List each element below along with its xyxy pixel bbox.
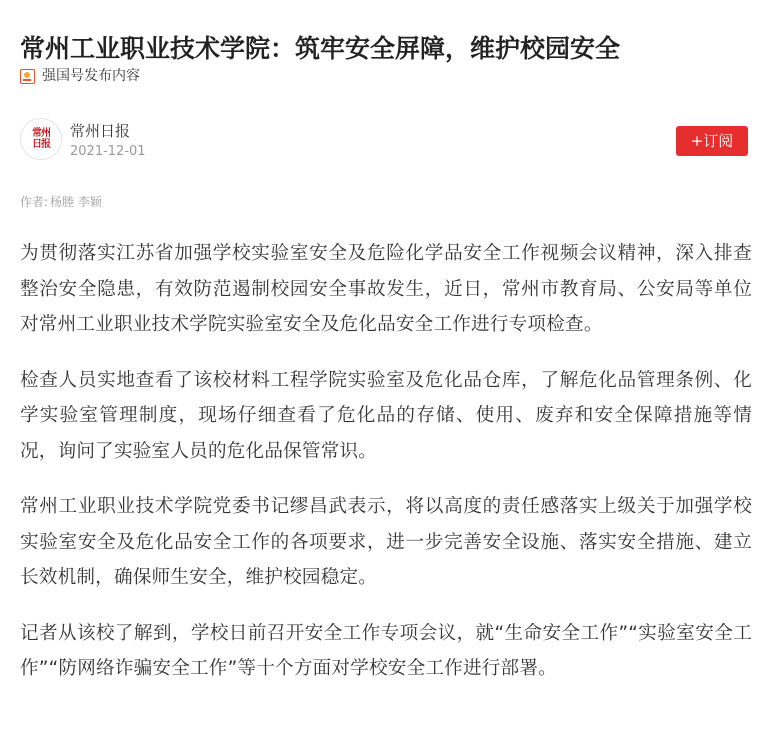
article-title: 常州工业职业技术学院：筑牢安全屏障，维护校园安全 xyxy=(20,33,621,63)
writer-line xyxy=(20,193,102,211)
publish-date: 2021-12-01 xyxy=(70,144,146,159)
paragraph-4: 记者从该校了解到，学校日前召开安全工作专项会议，就“生命安全工作”“实验室安全工作”“防网络诈骗安全工作”等十个方面对学校安全工作进行部署。 xyxy=(20,622,752,679)
publisher-name[interactable]: 常州日报 xyxy=(70,122,131,140)
source-row xyxy=(20,66,140,86)
writer-label: 作者: xyxy=(20,195,49,209)
paragraph-3: 常州工业职业技术学院党委书记缪昌武表示，将以高度的责任感落实上级关于加强学校实验室安全及危化品安全工作的各项要求，进一步完善安全设施、落实安全措施、建立长效机制，确保师生安全，维护校园稳定。 xyxy=(20,496,752,588)
xuexi-qiangguo-icon xyxy=(20,69,35,84)
paragraph-2: 检查人员实地查看了该校材料工程学院实验室及危化品仓库，了解危化品管理条例、化学实验室管理制度，现场仔细查看了危化品的存储、使用、废弃和安全保障措施等情况，询问了实验室人员的危化品保管常识。 xyxy=(20,369,752,462)
changzhou-daily-logo: 常州 日报 xyxy=(32,128,50,150)
subscribe-button[interactable]: +订阅 xyxy=(676,126,748,156)
source-label: 强国号发布内容 xyxy=(42,68,140,84)
paragraph-1: 为贯彻落实江苏省加强学校实验室安全及危险化学品安全工作视频会议精神，深入排查整治安全隐患，有效防范遏制校园安全事故发生，近日，常州市教育局、公安局等单位对常州工业职业技术学院实验室安全及危化品安全工作进行专项检查。 xyxy=(20,243,752,335)
avatar[interactable] xyxy=(20,118,62,160)
writer-names: 杨塍 李颖 xyxy=(50,195,102,209)
publisher-row xyxy=(20,118,750,166)
article-body xyxy=(20,236,752,707)
